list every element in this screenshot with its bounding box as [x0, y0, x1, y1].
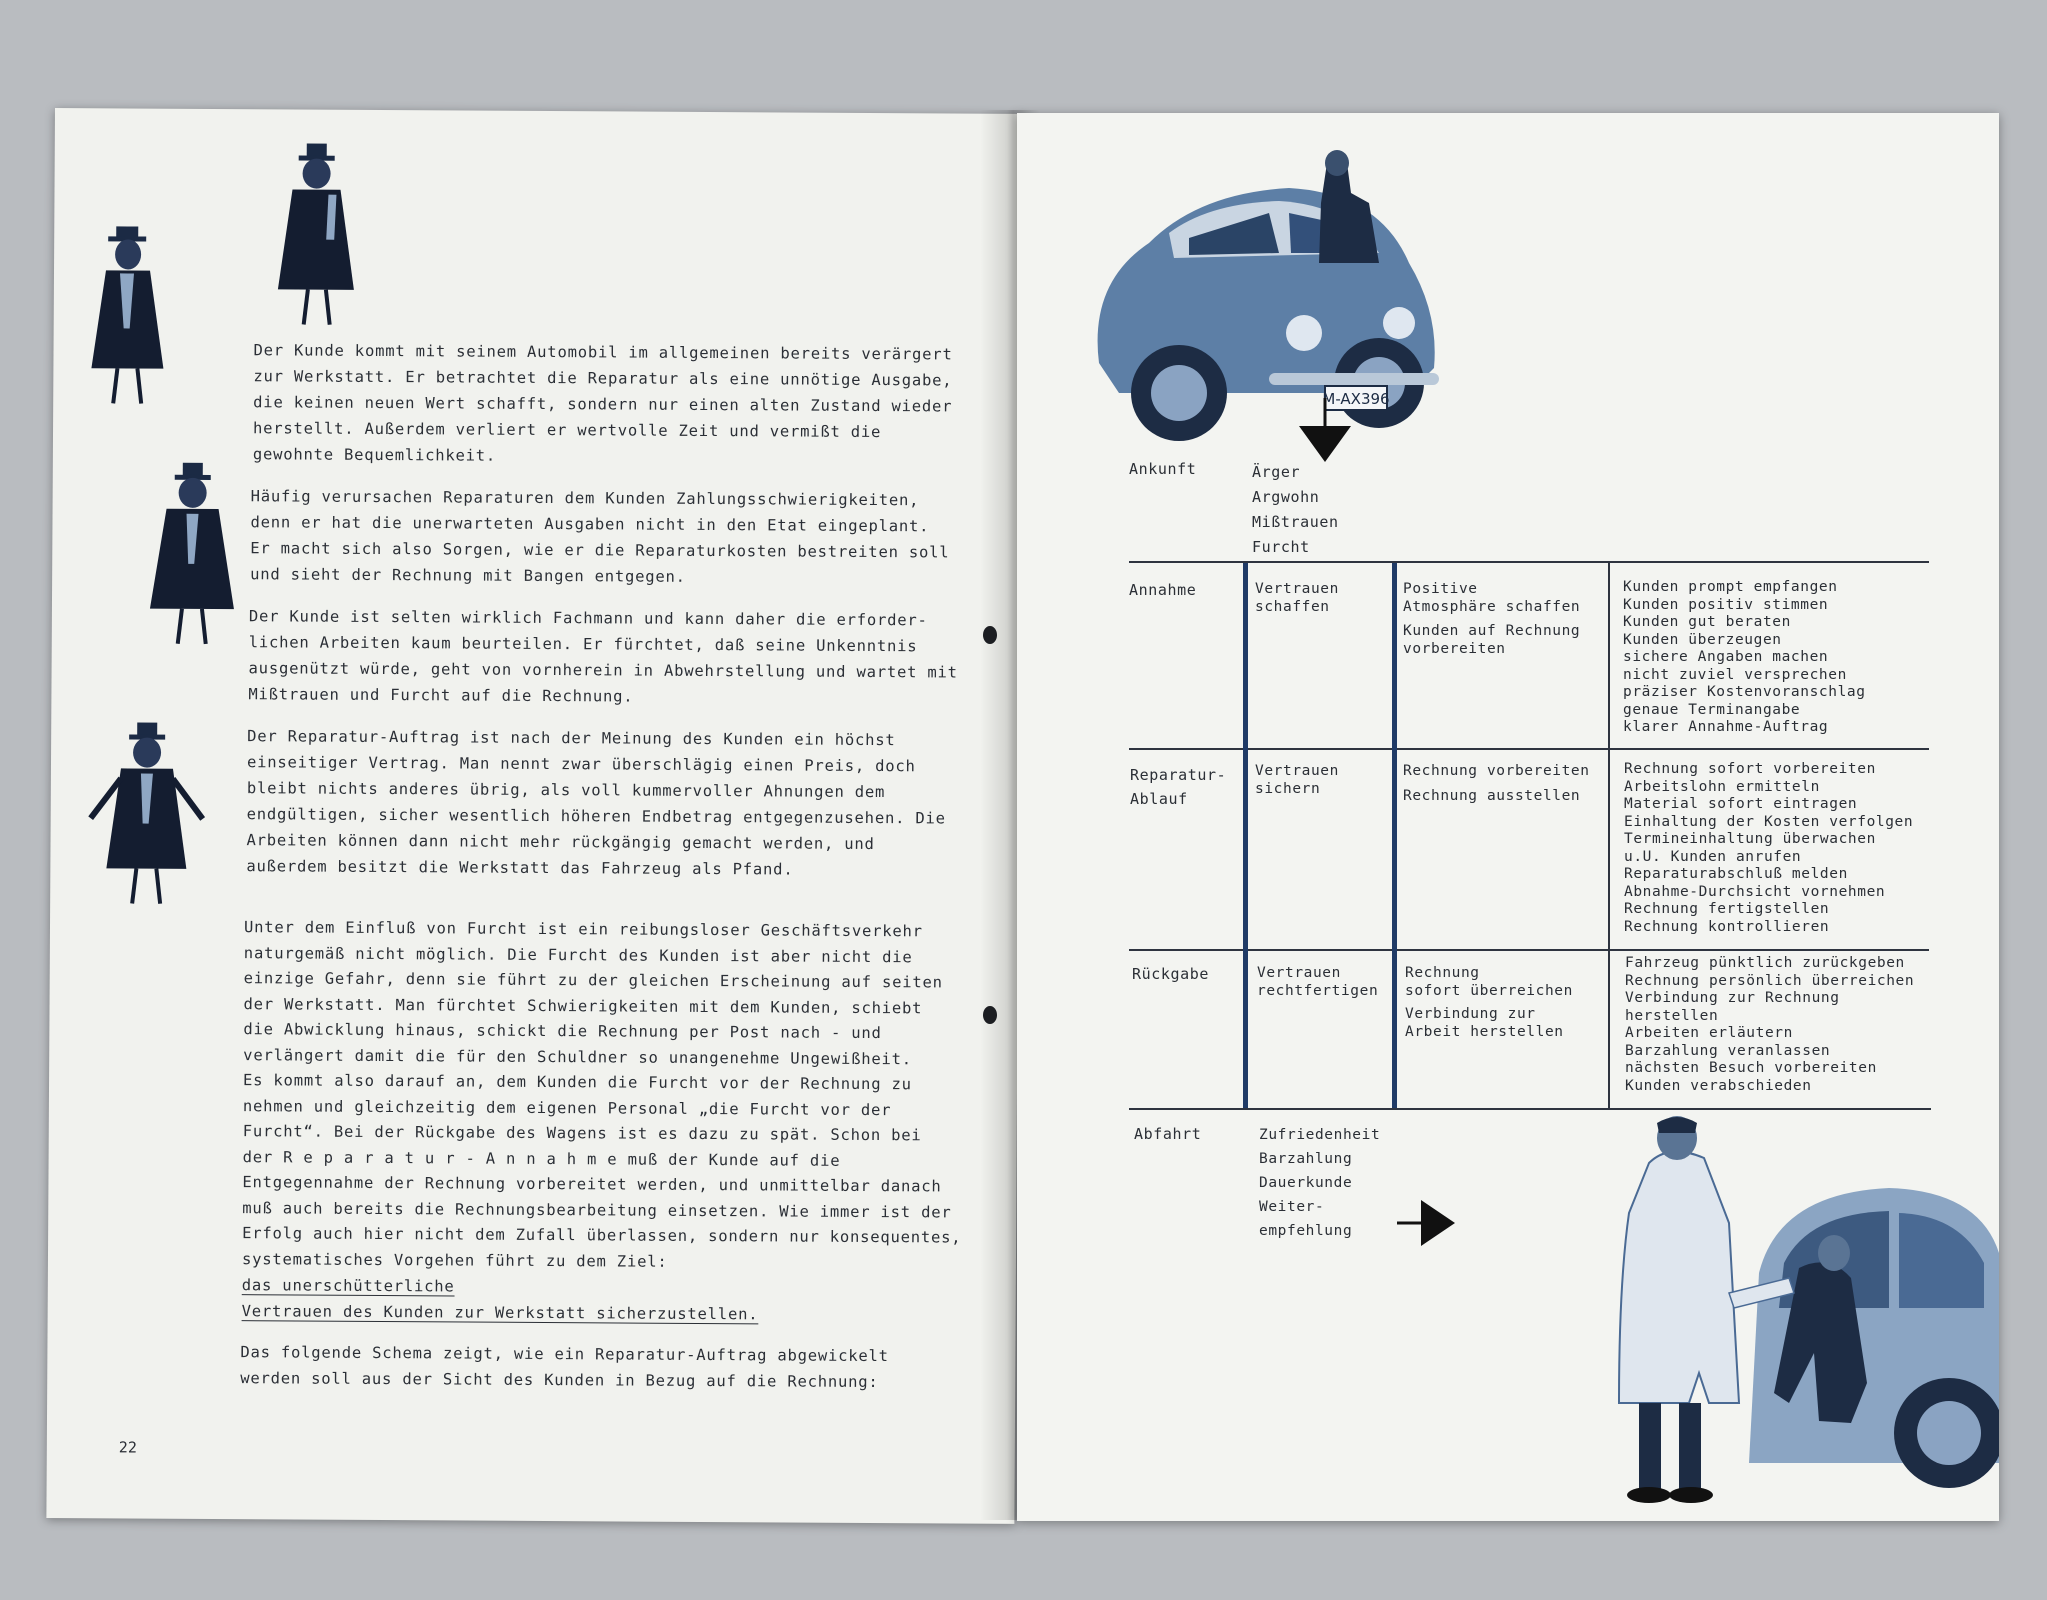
departing-customer-photo: [1589, 1103, 1999, 1521]
table-column-rule-3: [1608, 563, 1610, 1108]
stage-label-annahme: Annahme: [1129, 581, 1197, 599]
arrival-feelings: Ärger Argwohn Mißtrauen Furcht: [1252, 463, 1339, 556]
paragraph-5: Unter dem Einfluß von Furcht ist ein reibungsloser Geschäftsverkehr naturgemäß nicht möglich. Die Furcht des Kunden ist aber nicht die einzige Gefahr, denn sie führt zu der gleichen Erscheinung auf seiten der Werkstatt. Man fürchtet Schwierigkeiten mit dem Kunden, schiebt die Abwicklung hinaus, schickt die Rechnung per Post nach - und verlängert damit die für den Schuldner so unangenehme Ungewißheit. Es kommt also darauf an, dem Kunden die Furcht vor der Rechnung zu nehmen und gleichzeitig dem eigenen Personal „die Furcht vor der Furcht“. Bei der Rückgabe des Wagens ist es dazu zu spät. Schon bei der R e p a r a t u r - A n n a h m e muß der Kunde auf die Entgegennahme der Rechnung vorbereitet werden, und unmittelbar danach muß auch bereits die Rechnungsbearbeitung einsetzen. Wie immer ist der Erfolg auch hier nicht dem Zufall überlassen, sondern nur konsequentes, systematisches Vorgehen führt zu dem Ziel:: [241, 918, 962, 1271]
stage-label-arrival: Ankunft: [1129, 460, 1197, 478]
binder-hole-left-upper: [983, 626, 997, 644]
table-column-rule-2: [1392, 563, 1397, 1108]
binder-hole-left-lower: [983, 1006, 997, 1024]
goal-rueckgabe: Vertrauen rechtfertigen: [1257, 965, 1379, 999]
customer-with-hat-figure: [272, 139, 363, 340]
goal-reparatur-ablauf: Vertrauen sichern: [1255, 763, 1339, 797]
pleading-customer-figure: [80, 718, 211, 919]
actions2-annahme: Kunden auf Rechnung vorbereiten: [1403, 623, 1581, 657]
table-rule-1: [1129, 748, 1929, 750]
stage-label-departure: Abfahrt: [1134, 1125, 1202, 1143]
goal-annahme: Vertrauen schaffen: [1255, 581, 1339, 615]
paragraph-1: Der Kunde kommt mit seinem Automobil im allgemeinen bereits verärgert zur Werkstatt. Er betrachtet die Reparatur als eine unnötige Ausgabe, die keinen neuen Wert schafft, sondern nur einen alten Zustand wieder herstellt. Außerdem verliert er wertvolle Zeit und vermißt die gewohnte Bequemlichkeit.: [252, 341, 953, 465]
angry-customer-figure: [142, 459, 243, 660]
details-annahme: Kunden prompt empfangen Kunden positiv stimmen Kunden gut beraten Kunden überzeugen sichere Angaben machen nicht zuviel versprechen präziser Kostenvoranschlag genaue Terminangabe klarer Annahme-Auftrag: [1623, 579, 1866, 735]
closing-paragraph: Das folgende Schema zeigt, wie ein Reparatur-Auftrag abgewickelt werden soll aus der Sicht des Kunden in Bezug auf die Rechnung:: [240, 1343, 889, 1392]
right-page: [1017, 113, 1999, 1521]
left-page: [46, 108, 1023, 1524]
paragraph-3: Der Kunde ist selten wirklich Fachmann und kann daher die erforder- lichen Arbeiten kaum beurteilen. Er fürchtet, daß seine Unkenntnis ausgenützt würde, geht von vornherein in Abwehrstellung und wartet mit Mißtrauen und Furcht auf die Rechnung.: [248, 607, 958, 706]
departure-outcomes: Zufriedenheit Barzahlung Dauerkunde Weiter- empfehlung: [1259, 1127, 1381, 1239]
stage-label-reparatur-ablauf: Reparatur- Ablauf: [1130, 766, 1227, 808]
table-rule-2: [1129, 949, 1929, 951]
stage-label-rueckgabe: Rückgabe: [1132, 965, 1210, 983]
actions2-rueckgabe: Verbindung zur Arbeit herstellen: [1405, 1006, 1564, 1040]
actions-reparatur-ablauf: Rechnung vorbereiten: [1403, 763, 1590, 779]
details-rueckgabe: Fahrzeug pünktlich zurückgeben Rechnung persönlich überreichen Verbindung zur Rechnung herstellen Arbeiten erläutern Barzahlung veranlassen nächsten Besuch vorbereiten Kunden verabschieden: [1625, 955, 1915, 1094]
arriving-car-photo: [1079, 133, 1499, 453]
page-number: 22: [118, 1438, 137, 1457]
right-arrow-icon: [1397, 1198, 1457, 1248]
details-reparatur-ablauf: Rechnung sofort vorbereiten Arbeitslohn ermitteln Material sofort eintragen Einhaltung der Kosten verfolgen Termineinhaltung überwachen u.U. Kunden anrufen Reparaturabschluß melden Abnahme-Durchsicht vornehmen Rechnung fertigstellen Rechnung kontrollieren: [1624, 761, 1914, 935]
down-arrow-icon: [1295, 398, 1355, 463]
worried-customer-figure: [83, 218, 174, 419]
paragraph-2: Häufig verursachen Reparaturen dem Kunden Zahlungsschwierigkeiten, denn er hat die unerwarteten Ausgaben nicht in den Etat eingeplant. Er macht sich also Sorgen, wie er die Reparaturkosten bestreiten soll und sieht der Rechnung mit Bangen entgegen.: [250, 487, 950, 586]
underlined-goal: das unerschütterliche Vertrauen des Kunden zur Werkstatt sicherzustellen.: [241, 1276, 759, 1324]
actions2-reparatur-ablauf: Rechnung ausstellen: [1403, 788, 1581, 804]
actions-annahme: Positive Atmosphäre schaffen: [1403, 581, 1581, 615]
table-column-rule-1: [1243, 563, 1248, 1108]
table-rule-top: [1129, 561, 1929, 563]
paragraph-4: Der Reparatur-Auftrag ist nach der Meinung des Kunden ein höchst einseitiger Vertrag. Man nennt zwar überschlägig einen Preis, doch bleibt nichts anderes übrig, als voll kummervoller Ahnungen dem endgültigen, sicher wesentlich höheren Endbetrag entgegenzusehen. Die Arbeiten können dann nicht mehr rückgängig gemacht werden, und außerdem besitzt die Werkstatt das Fahrzeug als Pfand.: [246, 727, 946, 879]
actions-rueckgabe: Rechnung sofort überreichen: [1405, 965, 1573, 999]
license-plate-text: M-AX396: [1322, 390, 1390, 408]
